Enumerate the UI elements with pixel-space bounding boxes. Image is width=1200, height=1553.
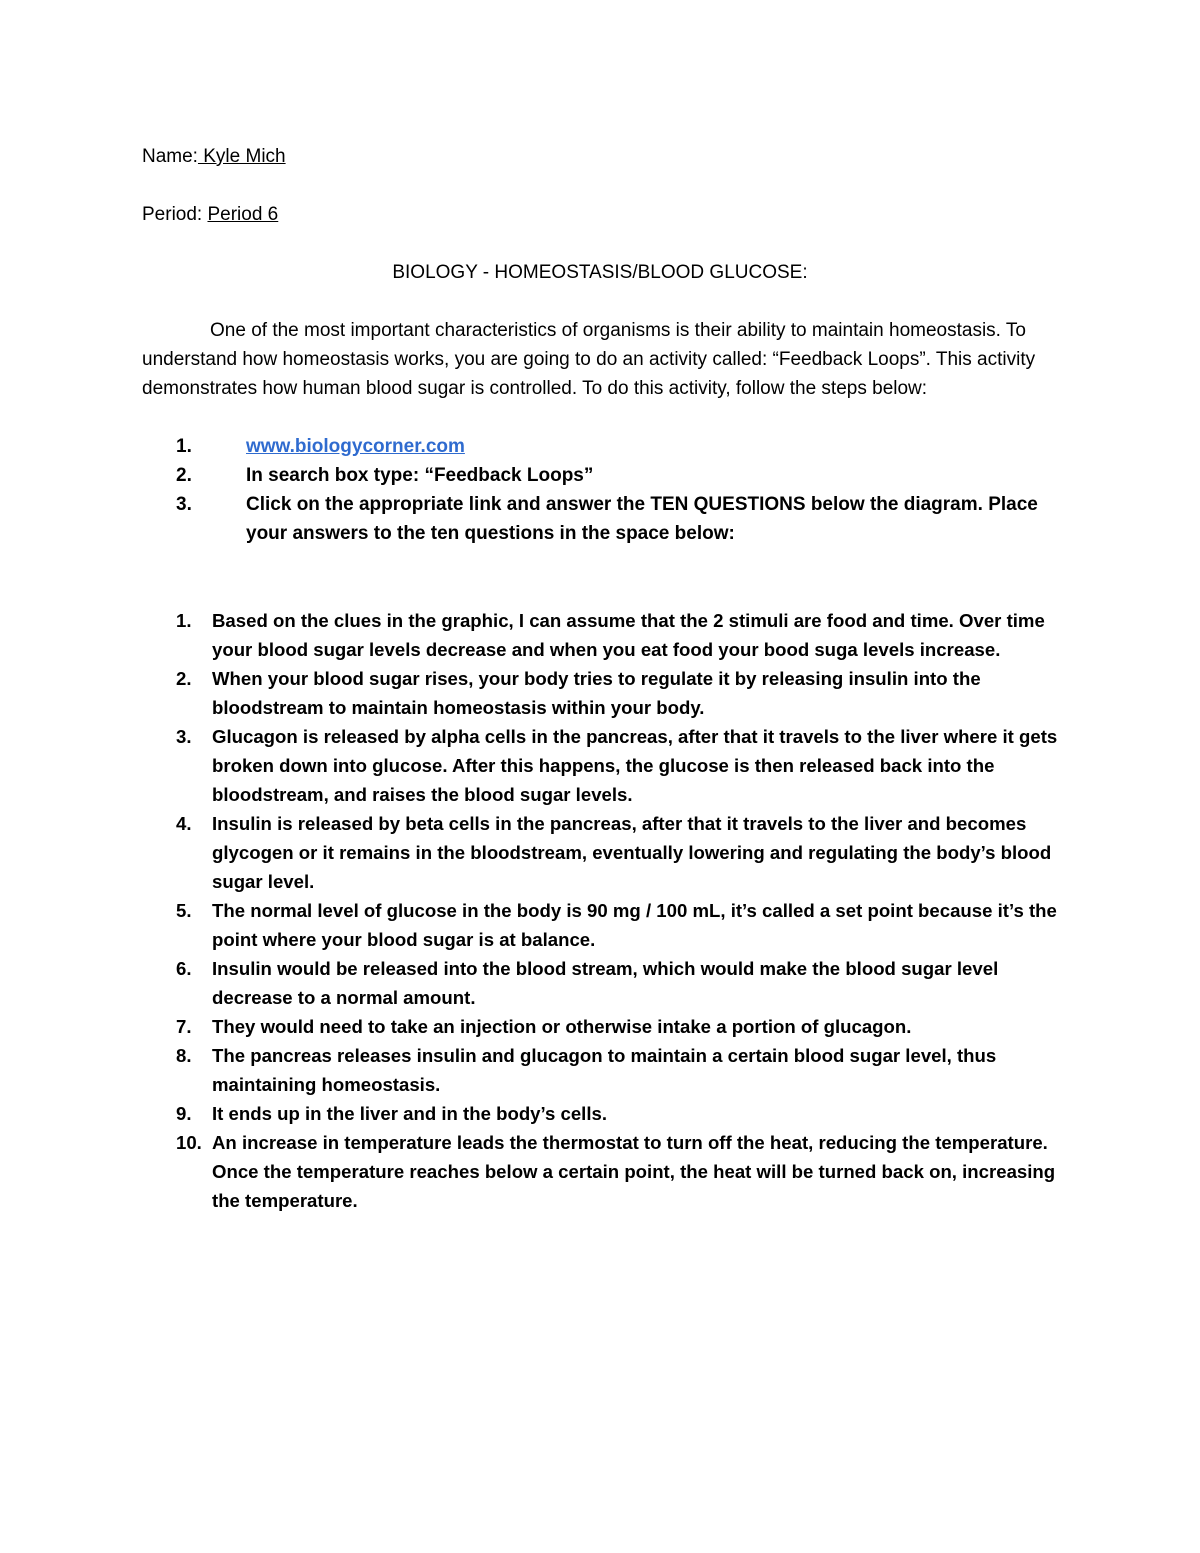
answer-text: When your blood sugar rises, your body tries to regulate it by releasing insulin into the bloodstream to maintain homeostasis within your body.	[212, 668, 981, 718]
step-number: 3.	[176, 494, 192, 515]
answer-item	[142, 1099, 1062, 1128]
answer-number: 9.	[176, 1103, 192, 1124]
answer-number: 3.	[176, 726, 192, 747]
step-item[interactable]	[142, 432, 1062, 461]
step-number: 1.	[176, 436, 192, 457]
step-text: In search box type: “Feedback Loops”	[246, 465, 594, 486]
answer-text: An increase in temperature leads the thermostat to turn off the heat, reducing the temperature. Once the temperature reaches below a certain point, the heat will be turned back on, increasing the temperature.	[212, 1132, 1056, 1211]
step-item	[142, 490, 1062, 548]
answer-number: 5.	[176, 900, 192, 921]
document-title: BIOLOGY - HOMEOSTASIS/BLOOD GLUCOSE:	[392, 262, 808, 283]
answer-text: Based on the clues in the graphic, I can assume that the 2 stimuli are food and time. Over time your blood sugar levels decrease and when you eat food your bood suga levels increase.	[212, 610, 1045, 660]
name-label: Name:	[142, 146, 198, 167]
answer-item	[142, 1012, 1062, 1041]
answer-text: Glucagon is released by alpha cells in the pancreas, after that it travels to the liver where it gets broken down into glucose. After this happens, the glucose is then released back into the bloodstream, and raises the blood sugar levels.	[212, 726, 1058, 805]
answer-number: 1.	[176, 610, 192, 631]
step-item	[142, 461, 1062, 490]
answer-item	[142, 896, 1062, 954]
period-value: Period 6	[207, 204, 279, 225]
answer-item	[142, 1041, 1062, 1099]
steps-list	[142, 432, 1062, 548]
answer-item	[142, 664, 1062, 722]
name-value: Kyle Mich	[197, 146, 286, 167]
answer-text: They would need to take an injection or otherwise intake a portion of glucagon.	[212, 1016, 912, 1037]
answer-number: 6.	[176, 958, 192, 979]
answer-item	[142, 606, 1062, 664]
answer-item	[142, 809, 1062, 896]
period-label: Period:	[142, 204, 203, 225]
step-number: 2.	[176, 465, 192, 486]
answer-number: 7.	[176, 1016, 192, 1037]
document-content	[142, 142, 1062, 1215]
answer-number: 8.	[176, 1045, 192, 1066]
answer-number: 10.	[176, 1132, 202, 1153]
answer-text: Insulin is released by beta cells in the pancreas, after that it travels to the liver and becomes glycogen or it remains in the bloodstream, eventually lowering and regulating the body’s blood sugar level.	[212, 813, 1052, 892]
intro-text: One of the most important characteristics of organisms is their ability to maintain homeostasis. To understand how homeostasis works, you are going to do an activity called: “Feedback Loops”. This activity demonstrates how human blood sugar is controlled. To do this activity, follow the steps below:	[142, 320, 1036, 399]
answer-item	[142, 1128, 1062, 1215]
step-text: Click on the appropriate link and answer the TEN QUESTIONS below the diagram. Place your answers to the ten questions in the space below:	[246, 494, 1038, 544]
answers-list	[142, 606, 1062, 1215]
answer-text: The pancreas releases insulin and glucagon to maintain a certain blood sugar level, thus maintaining homeostasis.	[212, 1045, 997, 1095]
intro-paragraph	[142, 316, 1062, 403]
spacer	[142, 171, 1062, 200]
answer-text: Insulin would be released into the blood stream, which would make the blood sugar level decrease to a normal amount.	[212, 958, 999, 1008]
answer-text: The normal level of glucose in the body is 90 mg / 100 mL, it’s called a set point because it’s the point where your blood sugar is at balance.	[212, 900, 1057, 950]
answer-number: 2.	[176, 668, 192, 689]
biologycorner-link[interactable]: www.biologycorner.com	[246, 436, 465, 457]
period-field	[142, 200, 1062, 229]
name-field	[142, 142, 1062, 171]
answer-item	[142, 722, 1062, 809]
answer-number: 4.	[176, 813, 192, 834]
answer-item	[142, 954, 1062, 1012]
answer-text: It ends up in the liver and in the body’s cells.	[212, 1103, 608, 1124]
